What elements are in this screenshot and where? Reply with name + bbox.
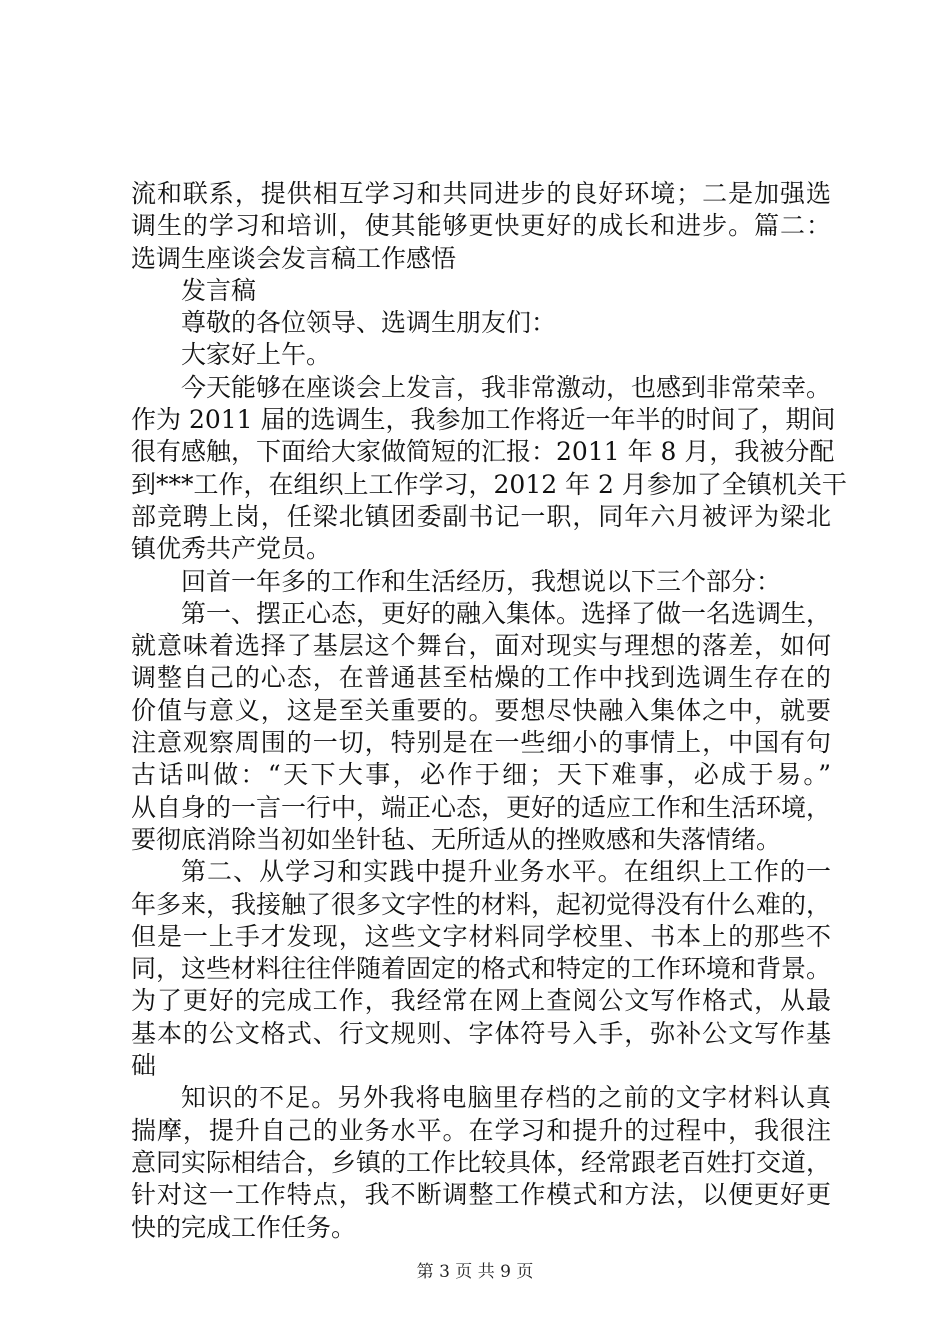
text-line: 针对这一工作特点，我不断调整工作模式和方法，以便更好更 (131, 1180, 831, 1210)
text-line: 到***工作，在组织上工作学习，2012 年 2 月参加了全镇机关干 (131, 469, 847, 499)
text-line: 尊敬的各位领导、选调生朋友们： (181, 308, 557, 338)
page-number-footer: 第 3 页 共 9 页 (416, 1262, 534, 1282)
text-line: 年多来，我接触了很多文字性的材料，起初觉得没有什么难的， (131, 889, 832, 919)
text-line: 回首一年多的工作和生活经历，我想说以下三个部分： (181, 566, 782, 596)
text-line: 快的完成工作任务。 (131, 1212, 357, 1242)
text-line: 很有感触，下面给大家做简短的汇报：2011 年 8 月，我被分配 (131, 437, 835, 467)
text-line: 流和联系，提供相互学习和共同进步的良好环境；二是加强选 (131, 179, 831, 208)
text-line: 但是一上手才发现，这些文字材料同学校里、书本上的那些不 (131, 921, 831, 951)
text-line: 揣摩，提升自己的业务水平。在学习和提升的过程中，我很注 (131, 1115, 831, 1145)
text-line: 价值与意义，这是至关重要的。要想尽快融入集体之中，就要 (131, 695, 831, 725)
text-line: 就意味着选择了基层这个舞台，面对现实与理想的落差，如何 (131, 631, 831, 661)
text-line: 知识的不足。另外我将电脑里存档的之前的文字材料认真 (181, 1083, 831, 1113)
body-text (131, 178, 847, 1244)
text-line: 础 (131, 1051, 157, 1081)
text-line: 大家好上午。 (181, 340, 332, 370)
text-line: 第一、摆正心态，更好的融入集体。选择了做一名选调生， (181, 598, 832, 628)
text-line: 同，这些材料往往伴随着固定的格式和特定的工作环境和背景。 (131, 954, 832, 984)
text-line: 从自身的一言一行中，端正心态，更好的适应工作和生活环境， (131, 792, 832, 822)
text-line: 注意观察周围的一切，特别是在一些细小的事情上，中国有句 (131, 728, 831, 758)
text-line: 意同实际相结合，乡镇的工作比较具体，经常跟老百姓打交道， (131, 1147, 832, 1177)
text-line: 镇优秀共产党员。 (131, 534, 332, 564)
text-line: 作为 2011 届的选调生，我参加工作将近一年半的时间了，期间 (131, 405, 836, 435)
text-line: 选调生座谈会发言稿工作感悟 (131, 243, 457, 273)
text-line: 要彻底消除当初如坐针毡、无所适从的挫败感和失落情绪。 (131, 824, 782, 854)
text-line: 为了更好的完成工作，我经常在网上查阅公文写作格式，从最 (131, 986, 831, 1016)
text-line: 发言稿 (181, 275, 257, 305)
text-line: 第二、从学习和实践中提升业务水平。在组织上工作的一 (181, 857, 831, 887)
text-line: 古话叫做：“天下大事，必作于细；天下难事，必成于易。” (131, 760, 831, 790)
text-line: 调生的学习和培训，使其能够更快更好的成长和进步。篇二： (131, 211, 831, 241)
text-line: 调整自己的心态，在普通甚至枯燥的工作中找到选调生存在的 (131, 663, 831, 693)
text-line: 基本的公文格式、行文规则、字体符号入手，弥补公文写作基 (131, 1018, 831, 1048)
text-line: 今天能够在座谈会上发言，我非常激动，也感到非常荣幸。 (181, 372, 832, 402)
text-line: 部竞聘上岗，任梁北镇团委副书记一职，同年六月被评为梁北 (131, 501, 831, 531)
